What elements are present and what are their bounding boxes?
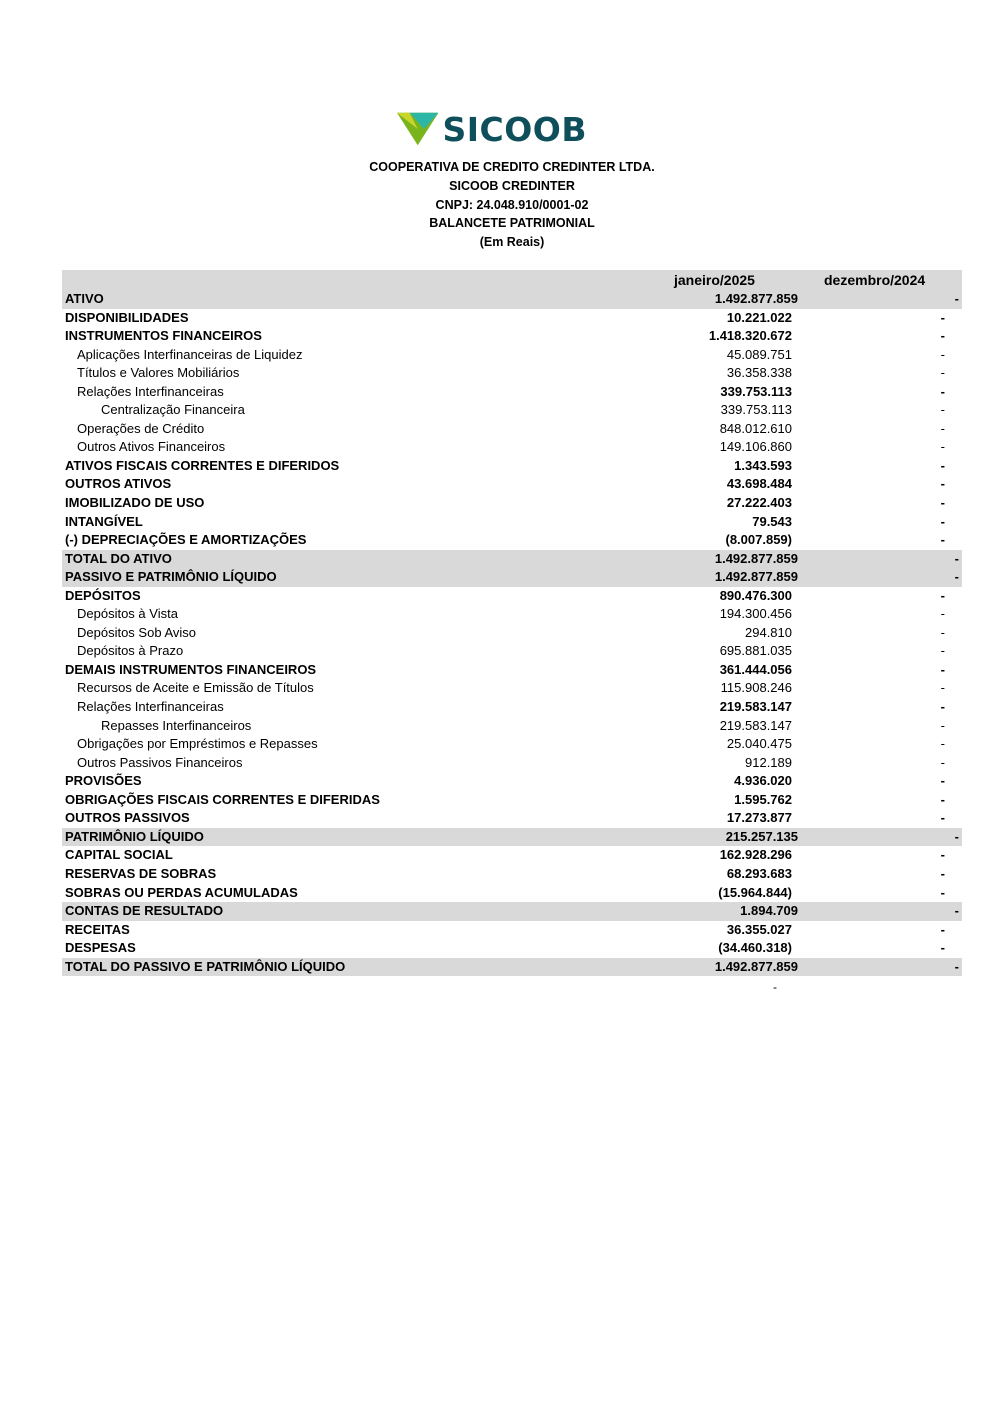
table-row <box>62 587 962 606</box>
table-row <box>62 735 962 754</box>
document-header <box>0 158 1000 252</box>
row-value-current: 1.595.762 <box>734 791 792 807</box>
row-label: INSTRUMENTOS FINANCEIROS <box>65 328 262 344</box>
table-row <box>62 679 962 698</box>
row-label: CONTAS DE RESULTADO <box>65 903 224 919</box>
row-label: PATRIMÔNIO LÍQUIDO <box>65 828 204 844</box>
row-value-current: 1.343.593 <box>734 457 792 473</box>
row-label: Relações Interfinanceiras <box>77 383 224 399</box>
table-row <box>62 865 962 884</box>
row-value-previous: - <box>954 828 959 844</box>
row-value-previous: - <box>940 717 945 733</box>
row-value-previous: - <box>940 699 945 715</box>
row-label: CAPITAL SOCIAL <box>65 847 173 863</box>
table-row <box>62 958 962 977</box>
row-value-previous: - <box>940 921 945 937</box>
row-label: PASSIVO E PATRIMÔNIO LÍQUIDO <box>65 569 277 585</box>
row-value-current: 361.444.056 <box>719 661 792 677</box>
row-value-previous: - <box>940 532 945 548</box>
row-value-current: 4.936.020 <box>734 773 792 789</box>
row-label: ATIVOS FISCAIS CORRENTES E DIFERIDOS <box>65 457 340 473</box>
table-row <box>62 642 962 661</box>
table-row <box>62 494 962 513</box>
table-row <box>62 902 962 921</box>
row-value-current: 219.583.147 <box>719 717 792 733</box>
table-row <box>62 420 962 439</box>
row-value-previous: - <box>940 420 945 436</box>
row-label: TOTAL DO ATIVO <box>65 550 172 566</box>
row-value-previous: - <box>940 884 945 900</box>
row-value-current: (15.964.844) <box>718 884 792 900</box>
row-label: Operações de Crédito <box>77 420 205 436</box>
row-label: RESERVAS DE SOBRAS <box>65 865 217 881</box>
row-value-current: (8.007.859) <box>725 532 792 548</box>
row-value-previous: - <box>954 958 959 974</box>
row-value-current: 1.492.877.859 <box>714 958 798 974</box>
row-value-current: 115.908.246 <box>720 680 792 696</box>
row-label: SOBRAS OU PERDAS ACUMULADAS <box>65 884 298 900</box>
row-value-previous: - <box>954 569 959 585</box>
row-value-current: 215.257.135 <box>725 828 798 844</box>
row-value-previous: - <box>940 328 945 344</box>
row-value-previous: - <box>940 606 945 622</box>
table-row <box>62 772 962 791</box>
row-label: (-) DEPRECIAÇÕES E AMORTIZAÇÕES <box>65 532 307 548</box>
table-row <box>62 754 962 773</box>
balance-table <box>62 270 962 976</box>
row-value-current: 912.189 <box>745 754 792 770</box>
row-value-previous: - <box>954 291 959 306</box>
row-value-previous: - <box>940 402 945 418</box>
table-row <box>62 290 962 309</box>
table-row <box>62 661 962 680</box>
row-value-current: 36.358.338 <box>726 365 792 381</box>
column-current: janeiro/2025 <box>674 272 755 288</box>
row-value-previous: - <box>940 791 945 807</box>
row-value-current: 1.492.877.859 <box>714 569 798 585</box>
table-row <box>62 346 962 365</box>
table-row <box>62 383 962 402</box>
row-value-current: 68.293.683 <box>726 865 792 881</box>
row-value-previous: - <box>940 643 945 659</box>
table-row <box>62 846 962 865</box>
row-value-previous: - <box>940 439 945 455</box>
row-label: OUTROS ATIVOS <box>65 476 172 492</box>
logo-text: SICOOB <box>442 109 587 149</box>
table-row <box>62 605 962 624</box>
table-row <box>62 531 962 550</box>
sicoob-logo <box>397 108 587 150</box>
row-value-current: 25.040.475 <box>726 736 792 752</box>
table-row <box>62 513 962 532</box>
row-value-current: 79.543 <box>752 513 792 529</box>
row-label: Depósitos à Vista <box>77 606 178 622</box>
row-value-previous: - <box>940 365 945 381</box>
table-row <box>62 457 962 476</box>
row-value-current: 1.418.320.672 <box>708 328 792 344</box>
row-label: Outros Ativos Financeiros <box>77 439 226 455</box>
row-value-previous: - <box>940 773 945 789</box>
row-value-current: 27.222.403 <box>726 495 792 511</box>
row-value-current: 890.476.300 <box>719 587 792 603</box>
row-label: Obrigações por Empréstimos e Repasses <box>77 736 318 752</box>
row-label: Centralização Financeira <box>101 402 245 418</box>
table-row <box>62 698 962 717</box>
row-value-previous: - <box>940 309 945 325</box>
company-short-name: SICOOB CREDINTER <box>449 178 575 193</box>
table-row <box>62 550 962 569</box>
table-row <box>62 921 962 940</box>
row-value-previous: - <box>940 457 945 473</box>
row-label: Outros Passivos Financeiros <box>77 754 243 770</box>
row-value-current: 294.810 <box>745 624 792 640</box>
row-value-previous: - <box>940 383 945 399</box>
row-value-current: 17.273.877 <box>726 810 792 826</box>
row-value-previous: - <box>940 587 945 603</box>
table-row <box>62 475 962 494</box>
table-header <box>62 270 962 290</box>
row-value-current: (34.460.318) <box>718 940 792 956</box>
table-row <box>62 327 962 346</box>
row-value-current: 45.089.751 <box>726 346 792 362</box>
row-label: INTANGÍVEL <box>65 513 143 529</box>
row-label: Relações Interfinanceiras <box>77 699 224 715</box>
row-value-previous: - <box>940 847 945 863</box>
table-row <box>62 884 962 903</box>
table-row <box>62 438 962 457</box>
row-label: OBRIGAÇÕES FISCAIS CORRENTES E DIFERIDAS <box>65 791 380 807</box>
table-row <box>62 624 962 643</box>
row-value-previous: - <box>940 940 945 956</box>
row-value-current: 339.753.113 <box>720 402 792 418</box>
row-value-previous: - <box>954 903 959 919</box>
row-label: Recursos de Aceite e Emissão de Títulos <box>77 680 314 696</box>
row-value-current: 1.492.877.859 <box>714 550 798 566</box>
row-label: ATIVO <box>65 291 104 306</box>
row-value-previous: - <box>940 495 945 511</box>
row-label: PROVISÕES <box>65 773 142 789</box>
table-row <box>62 791 962 810</box>
row-value-current: 36.355.027 <box>726 921 792 937</box>
row-value-previous: - <box>940 754 945 770</box>
sicoob-logo-icon <box>397 109 438 149</box>
row-label: DISPONIBILIDADES <box>65 309 189 325</box>
row-label: Depósitos à Prazo <box>77 643 184 659</box>
row-label: RECEITAS <box>65 921 130 937</box>
row-value-previous: - <box>954 550 959 566</box>
row-value-current: 194.300.456 <box>719 606 792 622</box>
row-value-current: 1.492.877.859 <box>714 291 798 306</box>
row-value-previous: - <box>940 661 945 677</box>
table-row <box>62 939 962 958</box>
row-value-previous: - <box>940 476 945 492</box>
row-value-previous: - <box>940 810 945 826</box>
row-label: TOTAL DO PASSIVO E PATRIMÔNIO LÍQUIDO <box>65 958 346 974</box>
row-value-current: 695.881.035 <box>719 643 792 659</box>
currency-note: (Em Reais) <box>479 235 545 250</box>
row-label: DEPÓSITOS <box>65 587 141 603</box>
row-value-previous: - <box>940 346 945 362</box>
table-row <box>62 828 962 847</box>
row-value-previous: - <box>940 865 945 881</box>
column-previous: dezembro/2024 <box>824 272 926 288</box>
table-row <box>62 809 962 828</box>
footer-mark: - <box>773 980 777 994</box>
table-row <box>62 568 962 587</box>
row-value-current: 162.928.296 <box>719 847 792 863</box>
row-label: DEMAIS INSTRUMENTOS FINANCEIROS <box>65 661 317 677</box>
row-value-previous: - <box>940 624 945 640</box>
table-row <box>62 309 962 328</box>
row-value-previous: - <box>940 736 945 752</box>
row-label: OUTROS PASSIVOS <box>65 810 190 826</box>
row-value-current: 219.583.147 <box>719 699 792 715</box>
row-label: Repasses Interfinanceiros <box>101 717 252 733</box>
cnpj: CNPJ: 24.048.910/0001-02 <box>435 197 589 212</box>
row-label: Depósitos Sob Aviso <box>77 624 196 640</box>
row-value-previous: - <box>940 680 945 696</box>
row-value-previous: - <box>940 513 945 529</box>
row-label: Títulos e Valores Mobiliários <box>77 365 240 381</box>
row-value-current: 43.698.484 <box>726 476 792 492</box>
row-label: DESPESAS <box>65 940 136 956</box>
row-value-current: 1.894.709 <box>740 903 798 919</box>
document-title: BALANCETE PATRIMONIAL <box>429 216 595 231</box>
row-label: IMOBILIZADO DE USO <box>65 495 205 511</box>
row-value-current: 149.106.860 <box>719 439 792 455</box>
table-row <box>62 401 962 420</box>
company-name: COOPERATIVA DE CREDITO CREDINTER LTDA. <box>369 160 655 174</box>
table-row <box>62 364 962 383</box>
row-value-current: 848.012.610 <box>719 420 792 436</box>
row-value-current: 10.221.022 <box>726 309 792 325</box>
table-row <box>62 717 962 736</box>
row-label: Aplicações Interfinanceiras de Liquidez <box>77 346 303 362</box>
row-value-current: 339.753.113 <box>720 383 792 399</box>
